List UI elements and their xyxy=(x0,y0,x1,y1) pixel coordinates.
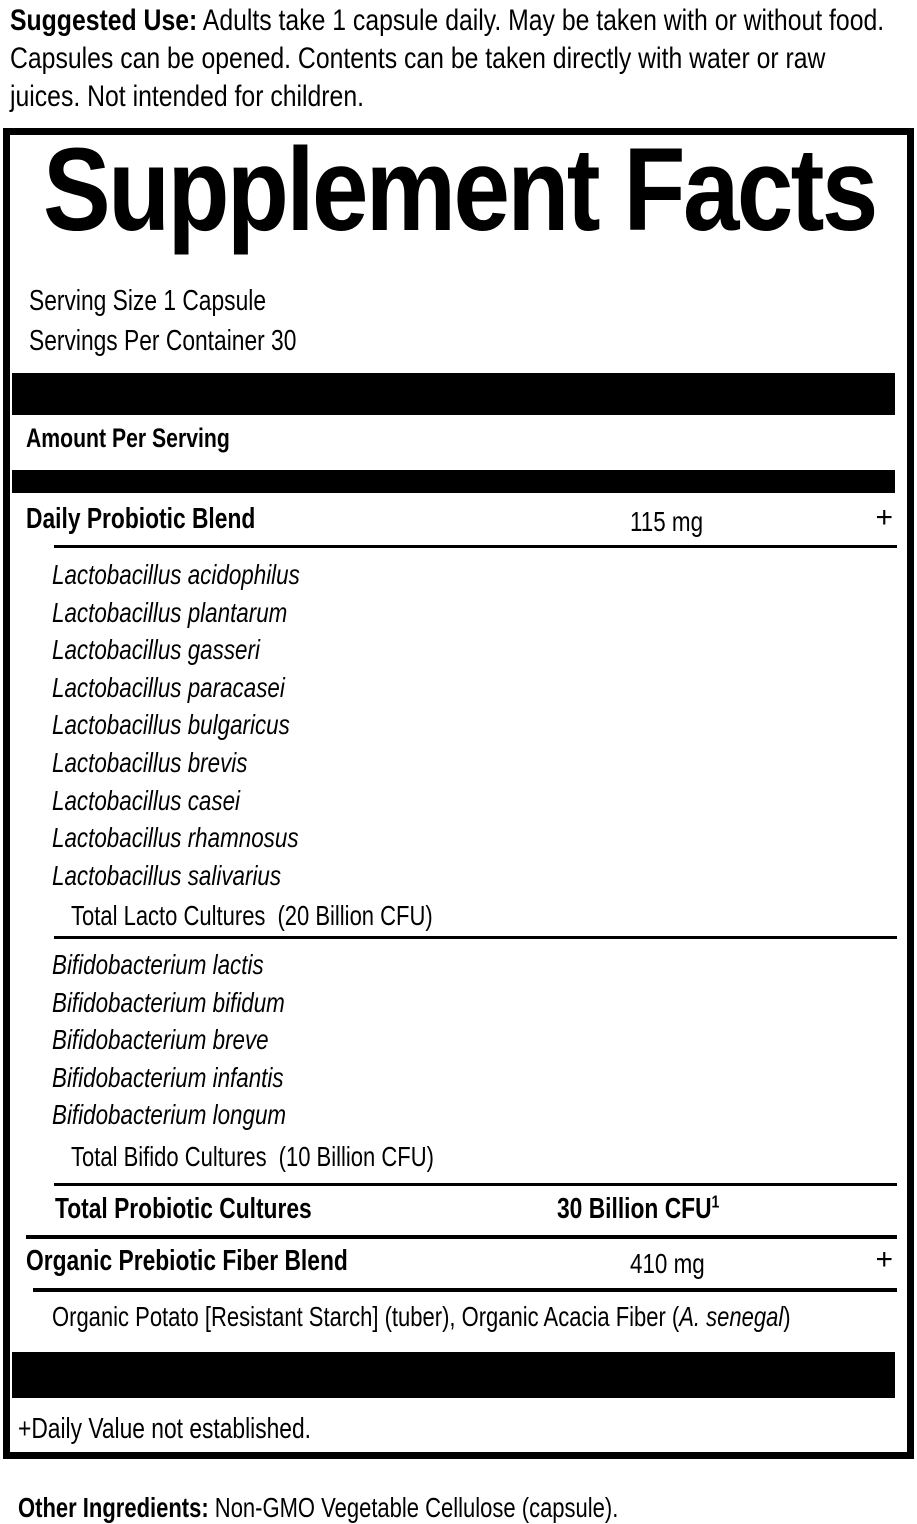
daily-probiotic-blend-name: Daily Probiotic Blend xyxy=(26,503,256,535)
daily-value-footnote-text: Daily Value not established. xyxy=(31,1413,312,1445)
other-ingredients-text: Non-GMO Vegetable Cellulose (capsule). xyxy=(208,1491,619,1523)
species-item: Bifidobacterium breve xyxy=(52,1024,269,1056)
species-item: Lactobacillus gasseri xyxy=(52,634,260,666)
suggested-use-label: Suggested Use: xyxy=(10,4,198,37)
species-item: Bifidobacterium bifidum xyxy=(52,986,285,1018)
section-bar-amount xyxy=(12,470,895,493)
prebiotic-fiber-blend-amount: 410 mg xyxy=(630,1248,705,1279)
divider-under-lacto xyxy=(54,936,897,939)
total-probiotic-cultures-amount: 30 Billion CFU xyxy=(557,1193,712,1225)
species-item: Lactobacillus paracasei xyxy=(52,671,285,703)
prebiotic-fiber-blend-dv-symbol: + xyxy=(875,1243,893,1276)
section-bar-top xyxy=(12,373,895,415)
total-lacto-cultures-value: (20 Billion CFU) xyxy=(277,900,433,931)
servings-per-container: Servings Per Container 30 xyxy=(29,325,297,357)
species-item: Bifidobacterium longum xyxy=(52,1099,287,1131)
total-lacto-cultures-label: Total Lacto Cultures xyxy=(71,900,266,931)
suggested-use-text: Adults take 1 capsule daily. May be taken with or without food. Capsules can be opened. Contents can be taken directly with water or raw juices. Not intended for children. xyxy=(10,4,885,113)
species-item: Bifidobacterium infantis xyxy=(52,1061,284,1093)
prebiotic-ingredients-species: A. senegal xyxy=(679,1301,784,1332)
total-bifido-cultures-row xyxy=(71,1141,434,1173)
prebiotic-fiber-blend-name: Organic Prebiotic Fiber Blend xyxy=(26,1245,348,1277)
species-item: Lactobacillus acidophilus xyxy=(52,559,300,590)
suggested-use-paragraph xyxy=(10,2,902,116)
serving-size: Serving Size 1 Capsule xyxy=(29,285,266,317)
divider-under-total-probiotic xyxy=(26,1235,897,1239)
total-lacto-cultures-row xyxy=(71,900,433,932)
species-item: Lactobacillus rhamnosus xyxy=(52,822,299,854)
total-bifido-cultures-value: (10 Billion CFU) xyxy=(278,1141,434,1172)
daily-probiotic-blend-amount: 115 mg xyxy=(630,506,704,537)
species-item: Lactobacillus bulgaricus xyxy=(52,709,290,741)
total-probiotic-cultures-footnote-marker: 1 xyxy=(711,1191,720,1212)
prebiotic-ingredients-text: Organic Potato [Resistant Starch] (tuber), Organic Acacia Fiber ( xyxy=(52,1301,680,1332)
divider-under-prebiotic-blend xyxy=(33,1288,897,1292)
section-bar-bottom xyxy=(12,1352,895,1398)
daily-value-footnote xyxy=(18,1413,311,1446)
species-item: Lactobacillus casei xyxy=(52,784,241,816)
other-ingredients-line xyxy=(18,1492,618,1524)
species-item: Lactobacillus salivarius xyxy=(52,859,282,891)
prebiotic-ingredients-line xyxy=(52,1301,791,1333)
species-item: Lactobacillus brevis xyxy=(52,746,248,778)
other-ingredients xyxy=(18,1492,768,1524)
amount-per-serving-label: Amount Per Serving xyxy=(26,423,230,453)
divider-under-daily-blend xyxy=(54,545,897,548)
species-item: Lactobacillus plantarum xyxy=(52,596,288,628)
species-item: Bifidobacterium lactis xyxy=(52,949,264,980)
lacto-species-list xyxy=(52,556,300,894)
other-ingredients-label: Other Ingredients: xyxy=(18,1491,209,1523)
daily-probiotic-blend-dv-symbol: + xyxy=(875,501,893,534)
total-probiotic-cultures-value xyxy=(557,1193,719,1226)
total-bifido-cultures-label: Total Bifido Cultures xyxy=(71,1141,267,1172)
supplement-facts-panel xyxy=(3,124,914,1459)
daily-value-footnote-symbol: + xyxy=(18,1413,32,1445)
prebiotic-ingredients-close: ) xyxy=(783,1301,791,1332)
total-probiotic-cultures-label: Total Probiotic Cultures xyxy=(55,1193,312,1225)
divider-under-bifido xyxy=(54,1183,897,1186)
bifido-species-list xyxy=(52,946,286,1134)
panel-title: Supplement Facts xyxy=(43,124,876,256)
